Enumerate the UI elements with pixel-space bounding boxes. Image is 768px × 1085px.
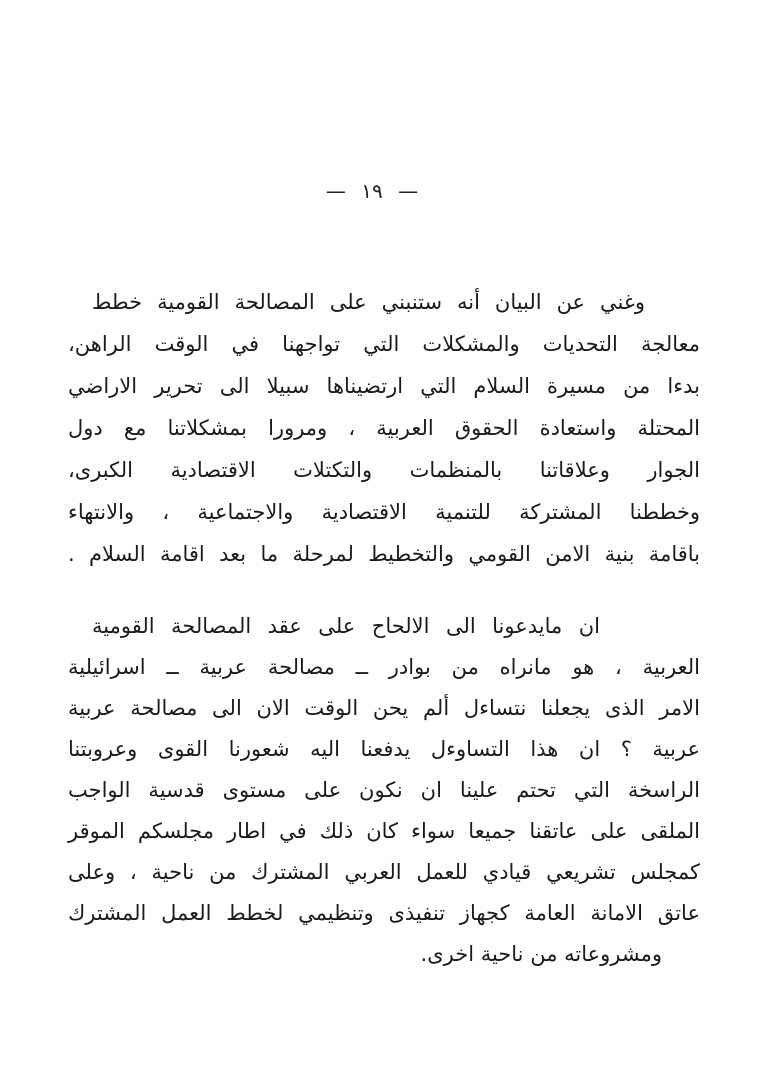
text-line: المحتلة واستعادة الحقوق العربية ، ومرورا بمشكلاتنا مع دول: [68, 416, 700, 440]
text-line: الجوار وعلاقاتنا بالمنظمات والتكتلات الاقتصادية الكبرى،: [68, 458, 700, 482]
text-line: ومشروعاته من ناحية اخرى.: [420, 942, 662, 966]
text-line: ان مايدعونا الى الالحاح على عقد المصالحة القومية: [92, 614, 600, 638]
paragraph-2: [68, 606, 700, 975]
page-number: — ١٩ —: [325, 179, 419, 203]
text-line: الراسخة التي تحتم علينا ان نكون على مستوى قدسية الواجب: [68, 778, 700, 802]
text-line: الملقى على عاتقنا جميعا سواء كان ذلك في اطار مجلسكم الموقر: [68, 819, 700, 843]
text-line: عربية ؟ ان هذا التساوءل يدفعنا اليه شعورنا القوى وعروبتنا: [68, 737, 700, 761]
text-line: وخططنا المشتركة للتنمية الاقتصادية والاجتماعية ، والانتهاء: [68, 500, 700, 524]
text-line: وغني عن البيان أنه ستنبني على المصالحة القومية خطط: [92, 290, 645, 314]
text-line: باقامة بنية الامن القومي والتخطيط لمرحلة ما بعد اقامة السلام .: [68, 542, 700, 566]
text-line: معالجة التحديات والمشكلات التي تواجهنا في الوقت الراهن،: [68, 332, 700, 356]
text-line: الامر الذى يجعلنا نتساءل ألم يحن الوقت الان الى مصالحة عربية: [68, 696, 700, 720]
text-line: عاتق الامانة العامة كجهاز تنفيذى وتنظيمي لخطط العمل المشترك: [68, 901, 700, 925]
text-line: كمجلس تشريعي قيادي للعمل العربي المشترك من ناحية ، وعلى: [68, 860, 700, 884]
text-line: العربية ، هو مانراه من بوادر ــ مصالحة عربية ــ اسرائيلية: [68, 655, 700, 679]
paragraph-1: [68, 281, 700, 575]
text-line: بدءا من مسيرة السلام التي ارتضيناها سبيلا الى تحرير الاراضي: [68, 374, 700, 398]
